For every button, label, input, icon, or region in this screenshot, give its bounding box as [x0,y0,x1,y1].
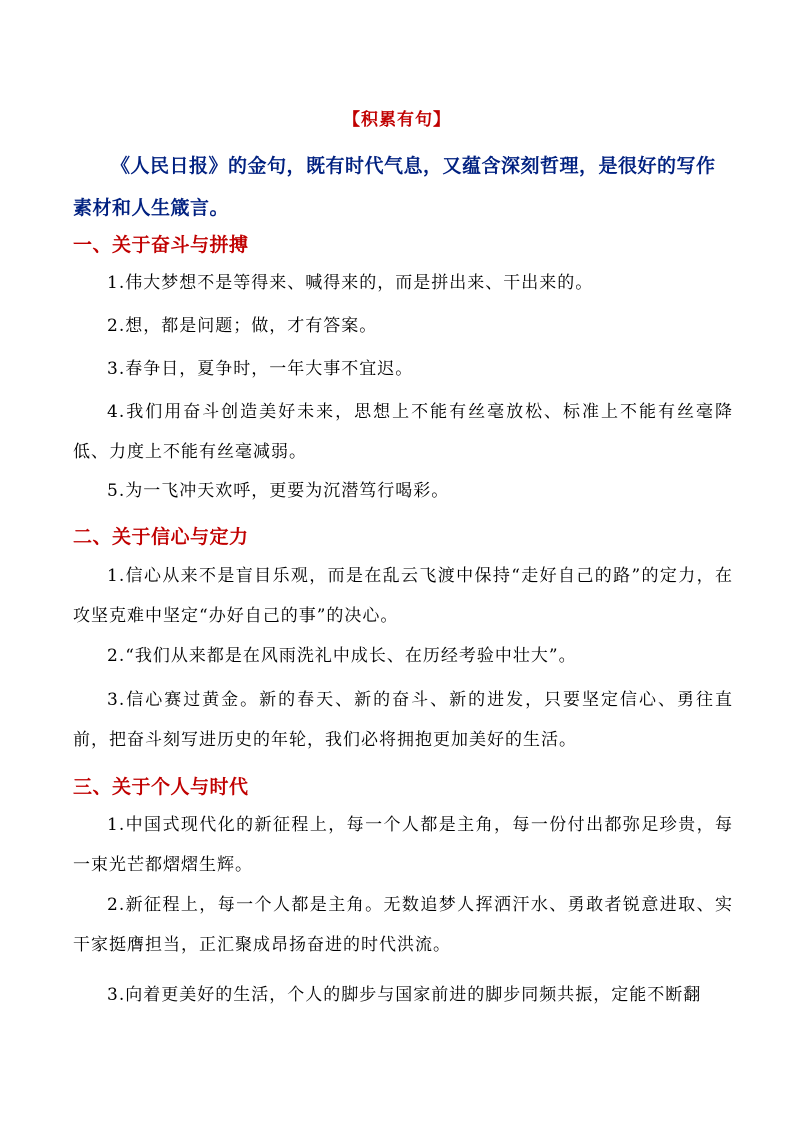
list-item: 3.向着更美好的生活，个人的脚步与国家前进的脚步同频共振，定能不断翻 [107,985,702,1005]
section-heading-confidence: 二、关于信心与定力 [73,526,249,548]
list-item: 2.“我们从来都是在风雨洗礼中成长、在历经考验中壮大”。 [107,646,577,666]
intro-paragraph: 《人民日报》的金句，既有时代气息，又蕴含深刻哲理，是很好的写作素材和人生箴言。 [73,155,716,219]
list-item: 2.想，都是问题；做，才有答案。 [107,316,378,336]
section-heading-struggle: 一、关于奋斗与拼搏 [73,234,249,256]
list-item: 3.春争日，夏争时，一年大事不宜迟。 [107,359,414,379]
list-item: 1.中国式现代化的新征程上，每一个人都是主角，每一份付出都弥足珍贵，每一束光芒都熠熠生辉。 [73,815,733,875]
list-item: 3.信心赛过黄金。新的春天、新的奋斗、新的进发，只要坚定信心、勇往直前，把奋斗刻写进历史的年轮，我们必将拥抱更加美好的生活。 [73,690,733,750]
list-item: 4.我们用奋斗创造美好未来，思想上不能有丝毫放松、标准上不能有丝毫降低、力度上不能有丝毫减弱。 [73,402,733,462]
list-item: 1.信心从来不是盲目乐观，而是在乱云飞渡中保持“走好自己的路”的定力，在攻坚克难中坚定“办好自己的事”的决心。 [73,566,733,626]
section-heading-individual-era: 三、关于个人与时代 [73,776,249,798]
list-item: 2.新征程上，每一个人都是主角。无数追梦人挥洒汗水、勇敢者锐意进取、实干家挺膺担当，正汇聚成昂扬奋进的时代洪流。 [73,895,733,955]
document-title: 【积累有句】 [343,110,451,130]
list-item: 1.伟大梦想不是等得来、喊得来的，而是拼出来、干出来的。 [107,273,594,293]
list-item: 5.为一飞冲天欢呼，更要为沉潜笃行喝彩。 [107,481,450,501]
